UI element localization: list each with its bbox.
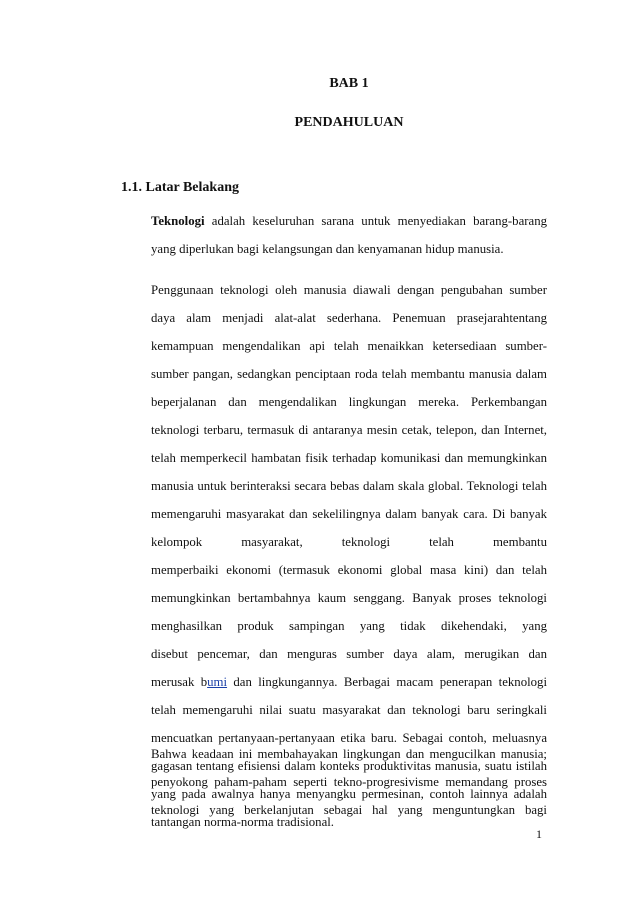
paragraph-line: manusia untuk berinteraksi secara bebas dalam skala global. Teknologi telah bbox=[151, 479, 547, 493]
paragraph-line: beperjalanan dan mengendalikan lingkungan mereka. Perkembangan bbox=[151, 395, 547, 409]
paragraph-line: memperbaiki ekonomi (termasuk ekonomi global masa kini) dan telah bbox=[151, 563, 547, 577]
paragraph-line: daya alam menjadi alat-alat sederhana. Penemuan prasejarahtentang bbox=[151, 311, 547, 325]
paragraph-line: disebut pencemar, dan menguras sumber daya alam, merugikan dan bbox=[151, 647, 547, 661]
paragraph-line: tantangan norma-norma tradisional. bbox=[151, 815, 335, 829]
paragraph-line: gagasan tentang efisiensi dalam konteks produktivitas manusia, suatu istilah bbox=[151, 759, 547, 773]
paragraph-line: menghasilkan produk sampingan yang tidak dikehendaki, yang bbox=[151, 619, 547, 633]
paragraph-line: kelompok masyarakat, teknologi telah membantu bbox=[151, 535, 547, 549]
bumi-link[interactable]: umi bbox=[207, 675, 228, 689]
paragraph-line: sumber pangan, sedangkan penciptaan roda telah membantu manusia dalam bbox=[151, 367, 547, 381]
paragraph-line: yang diperlukan bagi kelangsungan dan kenyamanan hidup manusia. bbox=[151, 242, 504, 256]
defined-term: Teknologi bbox=[151, 214, 205, 228]
line-text: dan lingkungannya. Berbagai macam penerapan teknologi bbox=[227, 675, 548, 689]
chapter-number: BAB 1 bbox=[329, 76, 369, 91]
paragraph-line: mencuatkan pertanyaan-pertanyaan etika baru. Sebagai contoh, meluasnya bbox=[151, 731, 547, 745]
paragraph-line: Bahwa keadaan ini membahayakan lingkungan dan mengucilkan manusia; bbox=[151, 747, 547, 761]
paragraph-line: telah memengaruhi nilai suatu masyarakat dan teknologi baru seringkali bbox=[151, 703, 547, 717]
line-text: merusak b bbox=[151, 675, 208, 689]
paragraph-line: teknologi yang berkelanjutan sebagai hal yang menguntungkan bagi bbox=[151, 803, 547, 817]
paragraph-definition bbox=[151, 213, 547, 269]
paragraph-line: Penggunaan teknologi oleh manusia diawali dengan pengubahan sumber bbox=[151, 283, 547, 297]
paragraph-line: yang pada awalnya hanya menyangku permesinan, contoh lainnya adalah bbox=[151, 787, 547, 801]
page-number: 1 bbox=[536, 827, 542, 841]
paragraph-line bbox=[151, 674, 547, 702]
section-heading: 1.1. Latar Belakang bbox=[121, 180, 239, 195]
paragraph-line bbox=[151, 213, 547, 241]
paragraph-impact bbox=[151, 746, 547, 830]
chapter-title: PENDAHULUAN bbox=[294, 115, 404, 130]
paragraph-line: telah memperkecil hambatan fisik terhadap komunikasi dan memungkinkan bbox=[151, 451, 547, 465]
paragraph-line: memengaruhi masyarakat dan sekelilingnya dalam banyak cara. Di banyak bbox=[151, 507, 547, 521]
paragraph-line: teknologi terbaru, termasuk di antaranya mesin cetak, telepon, dan Internet, bbox=[151, 423, 547, 437]
paragraph-line: kemampuan mengendalikan api telah menaikkan ketersediaan sumber- bbox=[151, 339, 547, 353]
line-text: adalah keseluruhan sarana untuk menyediakan barang-barang bbox=[204, 214, 547, 228]
paragraph-line: penyokong paham-paham seperti tekno-progresivisme memandang proses bbox=[151, 775, 547, 789]
paragraph-line: memungkinkan bertambahnya kaum senggang. Banyak proses teknologi bbox=[151, 591, 547, 605]
